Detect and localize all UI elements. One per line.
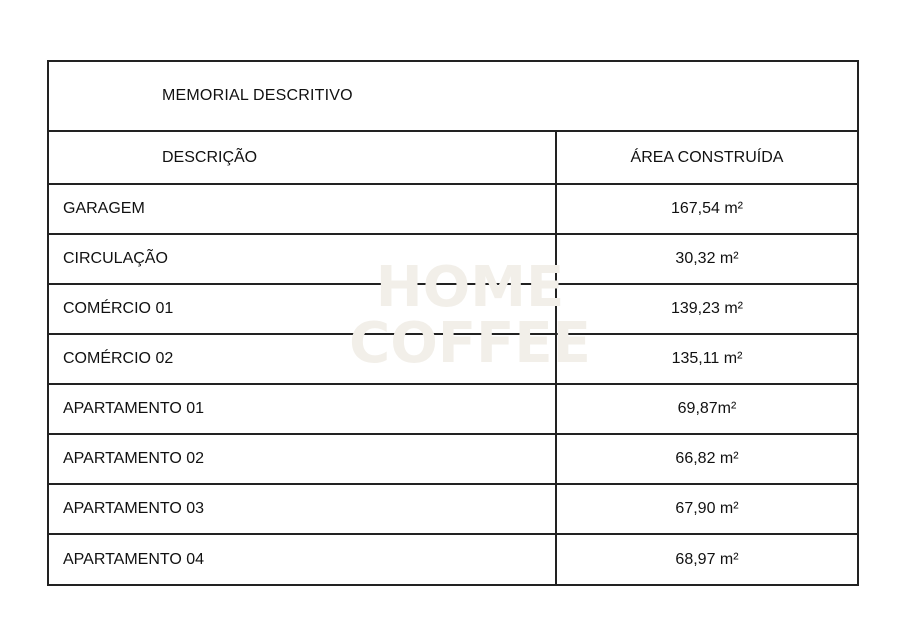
row-area: 139,23 m²: [556, 284, 857, 334]
area-table: [49, 132, 857, 584]
row-description: GARAGEM: [49, 184, 556, 234]
table-row: [49, 384, 857, 434]
header-row: [49, 132, 857, 184]
row-area: 68,97 m²: [675, 550, 739, 568]
row-area: 69,87m²: [556, 384, 857, 434]
row-area: 67,90 m²: [556, 484, 857, 534]
table-row: [49, 284, 857, 334]
row-area: 167,54 m²: [556, 184, 857, 234]
title-row: [49, 62, 857, 132]
row-description: APARTAMENTO 03: [49, 484, 556, 534]
area-column-header: ÁREA CONSTRUÍDA: [556, 132, 857, 184]
memorial-table-frame: [47, 60, 859, 586]
row-description: APARTAMENTO 04: [49, 534, 556, 584]
table-row: [49, 184, 857, 234]
table-row: [49, 434, 857, 484]
table-row: [49, 334, 857, 384]
row-description: COMÉRCIO 02: [49, 334, 556, 384]
row-area: 135,11 m²: [556, 334, 857, 384]
row-area: 66,82 m²: [556, 434, 857, 484]
watermark-line-2: COFFEE: [349, 311, 591, 376]
description-column-header: DESCRIÇÃO: [49, 132, 556, 184]
table-row: [49, 234, 857, 284]
row-description: APARTAMENTO 02: [49, 434, 556, 484]
table-row: [49, 534, 857, 584]
table-row: [49, 484, 857, 534]
row-description: APARTAMENTO 01: [49, 384, 556, 434]
row-description: COMÉRCIO 01: [49, 284, 556, 334]
watermark-line-1: HOME: [375, 255, 565, 320]
row-area: 30,32 m²: [556, 234, 857, 284]
document-title: MEMORIAL DESCRITIVO: [162, 87, 353, 104]
row-description: CIRCULAÇÃO: [49, 234, 556, 284]
